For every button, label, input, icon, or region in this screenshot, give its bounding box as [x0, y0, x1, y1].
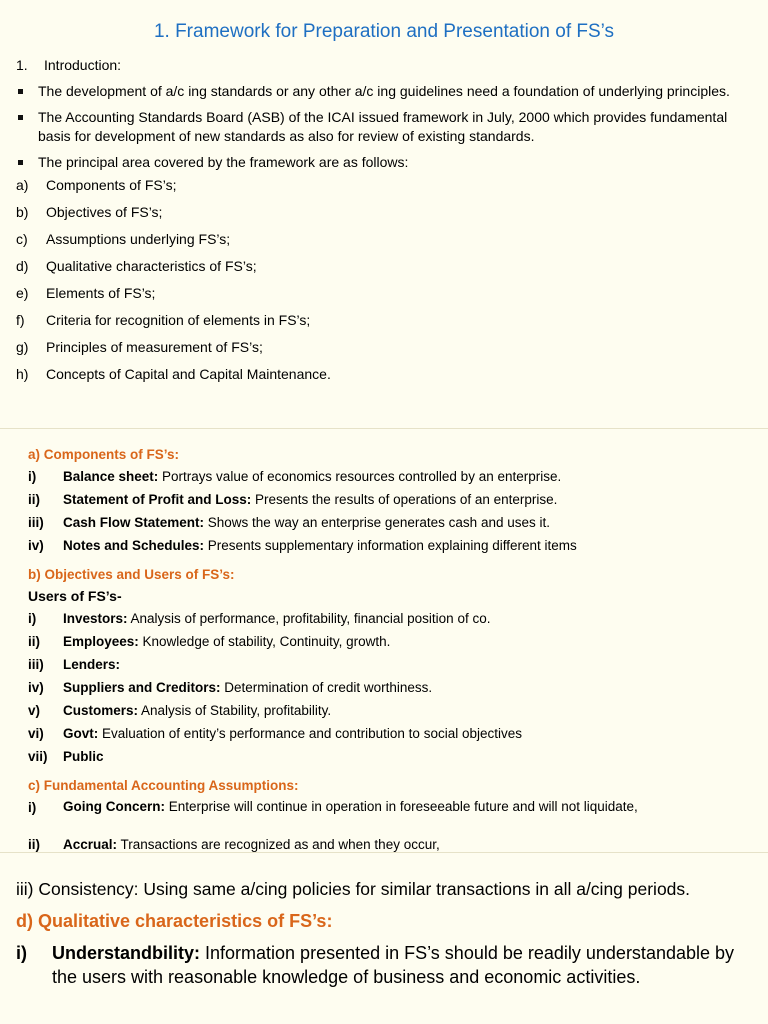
- square-bullet-icon: [18, 160, 23, 165]
- user-item: vii) Public: [28, 749, 104, 764]
- list-item: h) Concepts of Capital and Capital Maintenance.: [16, 366, 331, 382]
- list-item: e) Elements of FS’s;: [16, 285, 156, 301]
- components-heading: a) Components of FS’s:: [28, 446, 179, 462]
- user-item: iii) Lenders:: [28, 657, 121, 672]
- square-bullet-icon: [18, 115, 23, 120]
- assumptions-heading: c) Fundamental Accounting Assumptions:: [28, 777, 299, 793]
- user-item: i) Investors: Analysis of performance, profitability, financial position of co.: [28, 611, 491, 626]
- qualitative-heading: d) Qualitative characteristics of FS’s:: [16, 911, 333, 931]
- intro-heading: [16, 56, 752, 74]
- user-item: iv) Suppliers and Creditors: Determination of credit worthiness.: [28, 680, 433, 695]
- list-item: g) Principles of measurement of FS’s;: [16, 339, 263, 355]
- intro-number: 1.: [16, 57, 28, 73]
- slide-qualitative: [0, 852, 768, 1024]
- assumption-item: ii) Accrual: Transactions are recognized as and when they occur,: [28, 837, 440, 852]
- user-item: vi) Govt: Evaluation of entity’s performance and contribution to social objectives: [28, 726, 522, 741]
- list-item: f) Criteria for recognition of elements in FS’s;: [16, 312, 311, 328]
- objectives-heading: b) Objectives and Users of FS’s:: [28, 566, 235, 582]
- component-item: i) Balance sheet: Portrays value of economics resources controlled by an enterprise.: [28, 469, 562, 484]
- bullet-item: The principal area covered by the framework are as follows:: [16, 153, 752, 172]
- component-item: ii) Statement of Profit and Loss: Presents the results of operations of an enterprise.: [28, 492, 558, 507]
- intro-label: Introduction:: [44, 57, 122, 73]
- qualitative-item: i) Understandbility: Information presented in FS’s should be readily understandable by the users with reasonable knowledge of business and economic activities.: [16, 943, 735, 987]
- list-item: b) Objectives of FS’s;: [16, 204, 163, 220]
- slide-framework-intro: [0, 0, 768, 428]
- bullet-item: The development of a/c ing standards or any other a/c ing guidelines need a foundation of underlying principles.: [16, 82, 752, 101]
- list-item: a) Components of FS’s;: [16, 177, 177, 193]
- slide-components-objectives: [0, 428, 768, 852]
- list-item: c) Assumptions underlying FS’s;: [16, 231, 231, 247]
- user-item: v) Customers: Analysis of Stability, profitability.: [28, 703, 332, 718]
- square-bullet-icon: [18, 89, 23, 94]
- list-item: d) Qualitative characteristics of FS’s;: [16, 258, 257, 274]
- component-item: iii) Cash Flow Statement: Shows the way an enterprise generates cash and uses it.: [28, 515, 550, 530]
- page-title: 1. Framework for Preparation and Presentation of FS’s: [153, 21, 615, 42]
- component-item: iv) Notes and Schedules: Presents supplementary information explaining different items: [28, 538, 577, 553]
- user-item: ii) Employees: Knowledge of stability, Continuity, growth.: [28, 634, 391, 649]
- areas-list: [16, 176, 752, 392]
- consistency-text: iii) Consistency: Using same a/cing policies for similar transactions in all a/cing periods.: [16, 879, 691, 899]
- assumption-item: i) Going Concern: Enterprise will continue in operation in foreseeable future and will not liquidate,: [28, 799, 638, 815]
- bullet-item: The Accounting Standards Board (ASB) of the ICAI issued framework in July, 2000 which provides fundamental basis for development of new standards as also for review of existing standards.: [16, 108, 752, 146]
- users-label: Users of FS’s-: [28, 587, 122, 604]
